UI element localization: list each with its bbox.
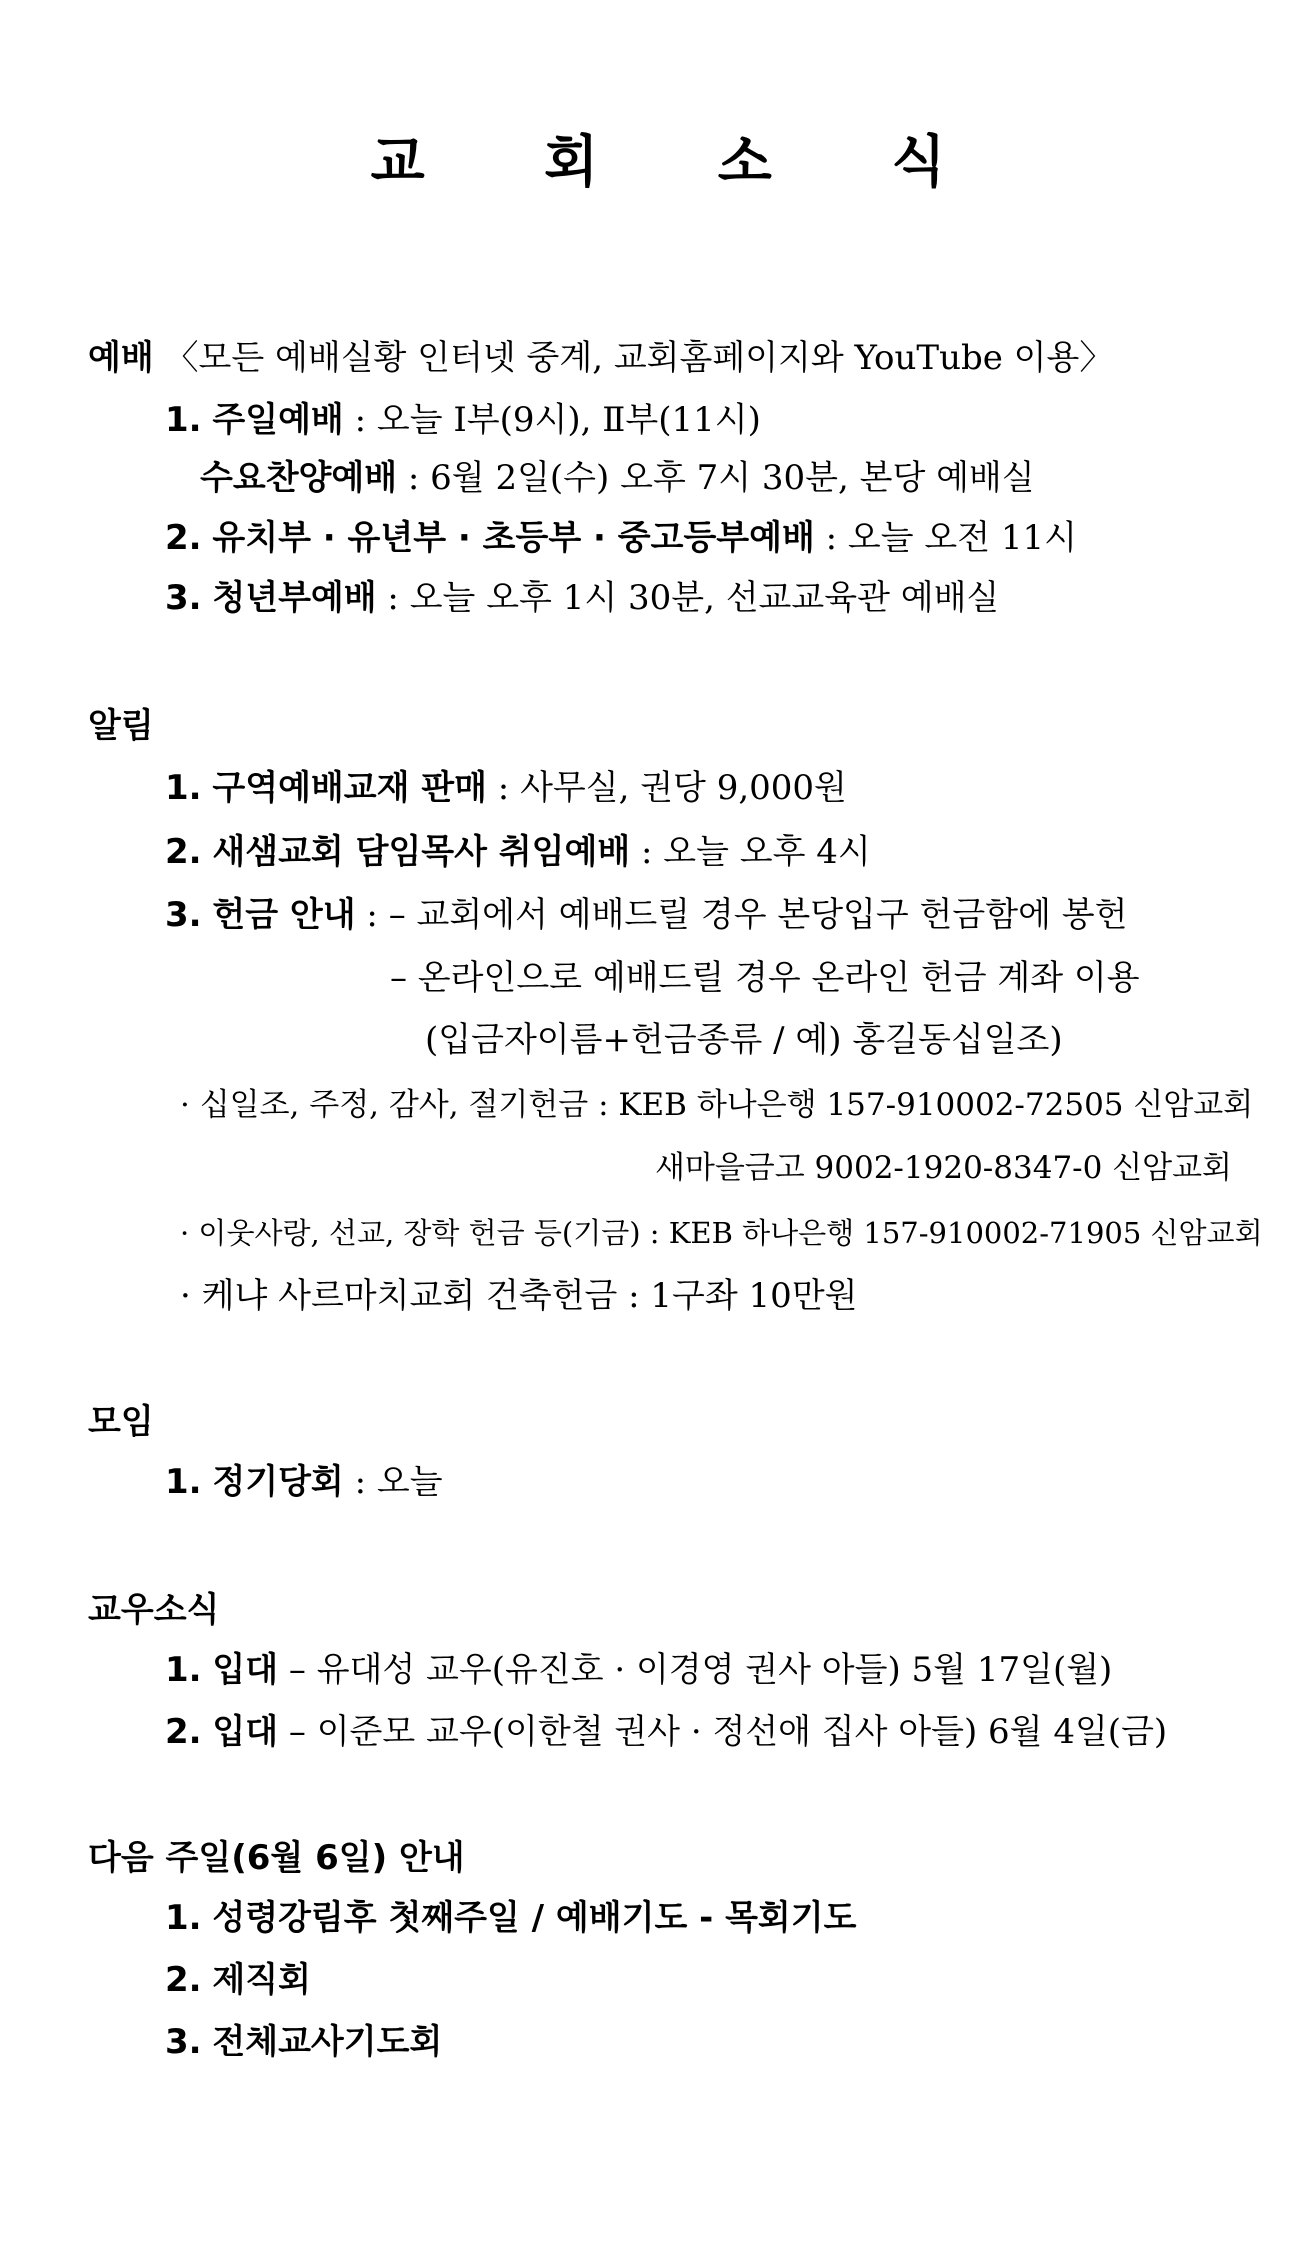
item-label: 새샘교회 담임목사 취임예배 <box>212 832 631 872</box>
members-heading: 교우소식 <box>88 1590 220 1630</box>
item-label: 정기당회 <box>212 1462 344 1502</box>
item-separator: : <box>486 768 521 808</box>
item-separator: : <box>355 895 389 935</box>
item-text: 오늘 <box>376 1462 443 1502</box>
item-emphasis: 목회기도 <box>725 1898 857 1938</box>
members-item-2 <box>165 1712 1167 1752</box>
item-number: 2. <box>165 832 202 872</box>
item-number: 2. <box>165 1712 202 1752</box>
meeting-heading: 모임 <box>88 1402 154 1442</box>
item-label: 입대 <box>212 1712 279 1752</box>
next-item-3 <box>165 2022 442 2062</box>
offering-format-line: (입금자이름+헌금종류 / 예) 홍길동십일조) <box>425 1020 1063 1060</box>
item-text: 오늘 Ⅰ부(9시), Ⅱ부(11시) <box>376 400 761 440</box>
item-number: 3. <box>165 578 202 618</box>
item-text: 6월 2일(수) 오후 7시 30분, 본당 예배실 <box>430 458 1035 498</box>
item-number: 2. <box>165 518 202 558</box>
item-text: 오늘 오후 4시 <box>663 832 871 872</box>
item-separator: : <box>343 400 377 440</box>
members-item-1 <box>165 1650 1112 1690</box>
item-label: 수요찬양예배 <box>200 458 398 498</box>
item-number: 1. <box>165 1462 202 1502</box>
item-text: 사무실, 권당 9,000원 <box>520 768 847 808</box>
item-label: 헌금 안내 <box>212 895 356 935</box>
item-separator: : <box>343 1462 377 1502</box>
item-label: 주일예배 <box>212 400 344 440</box>
meeting-item-1 <box>165 1462 443 1502</box>
account-saemaeul: 새마을금고 9002-1920-8347-0 신암교회 <box>654 1150 1232 1186</box>
worship-section-line <box>88 338 1113 378</box>
item-separator: : <box>376 578 410 618</box>
item-text: 전체교사기도회 <box>212 2022 443 2062</box>
account-kenya: · 케냐 사르마치교회 건축헌금 : 1구좌 10만원 <box>180 1276 858 1316</box>
item-number: 1. <box>165 768 202 808</box>
item-number: 3. <box>165 895 202 935</box>
worship-item-3 <box>165 578 999 618</box>
item-label: 입대 <box>212 1650 279 1690</box>
item-number: 1. <box>165 1898 202 1938</box>
notice-item-3 <box>165 895 1127 935</box>
item-text: – 교회에서 예배드릴 경우 본당입구 헌금함에 봉헌 <box>388 895 1128 935</box>
worship-item-wednesday <box>200 458 1035 498</box>
notice-heading: 알림 <box>88 706 154 746</box>
page-title: 교 회 소 식 <box>370 130 996 195</box>
worship-item-2 <box>165 518 1077 558</box>
worship-heading: 예배 <box>88 338 154 378</box>
item-text: 제직회 <box>212 1960 311 2000</box>
item-label: 구역예배교재 판매 <box>212 768 487 808</box>
item-text: 오늘 오후 1시 30분, 선교교육관 예배실 <box>409 578 1000 618</box>
item-text: – 유대성 교우(유진호 · 이경영 권사 아들) 5월 17일(월) <box>278 1650 1113 1690</box>
item-text: – 이준모 교우(이한철 권사 · 정선애 집사 아들) 6월 4일(금) <box>278 1712 1168 1752</box>
item-separator: : <box>397 458 431 498</box>
item-number: 1. <box>165 1650 202 1690</box>
item-label: 유치부 · 유년부 · 초등부 · 중고등부예배 <box>212 518 815 558</box>
notice-item-2 <box>165 832 871 872</box>
worship-note: 〈모든 예배실황 인터넷 중계, 교회홈페이지와 YouTube 이용〉 <box>164 338 1114 378</box>
item-number: 1. <box>165 400 202 440</box>
item-text: 성령강림후 첫째주일 / 예배기도 - <box>212 1898 726 1938</box>
account-tithe: · 십일조, 주정, 감사, 절기헌금 : KEB 하나은행 157-910002-72505 신암교회 <box>180 1087 1254 1123</box>
item-text: 오늘 오전 11시 <box>847 518 1078 558</box>
item-separator: : <box>630 832 664 872</box>
next-item-2 <box>165 1960 311 2000</box>
item-label: 청년부예배 <box>212 578 377 618</box>
next-sunday-heading: 다음 주일(6월 6일) 안내 <box>88 1838 465 1878</box>
account-fund: · 이웃사랑, 선교, 장학 헌금 등(기금) : KEB 하나은행 157-910002-71905 신암교회 <box>180 1216 1263 1250</box>
worship-item-1 <box>165 400 761 440</box>
item-separator: : <box>814 518 848 558</box>
offering-online-line: – 온라인으로 예배드릴 경우 온라인 헌금 계좌 이용 <box>390 958 1140 998</box>
notice-item-1 <box>165 768 847 808</box>
next-item-1 <box>165 1898 856 1938</box>
item-number: 2. <box>165 1960 202 2000</box>
item-number: 3. <box>165 2022 202 2062</box>
